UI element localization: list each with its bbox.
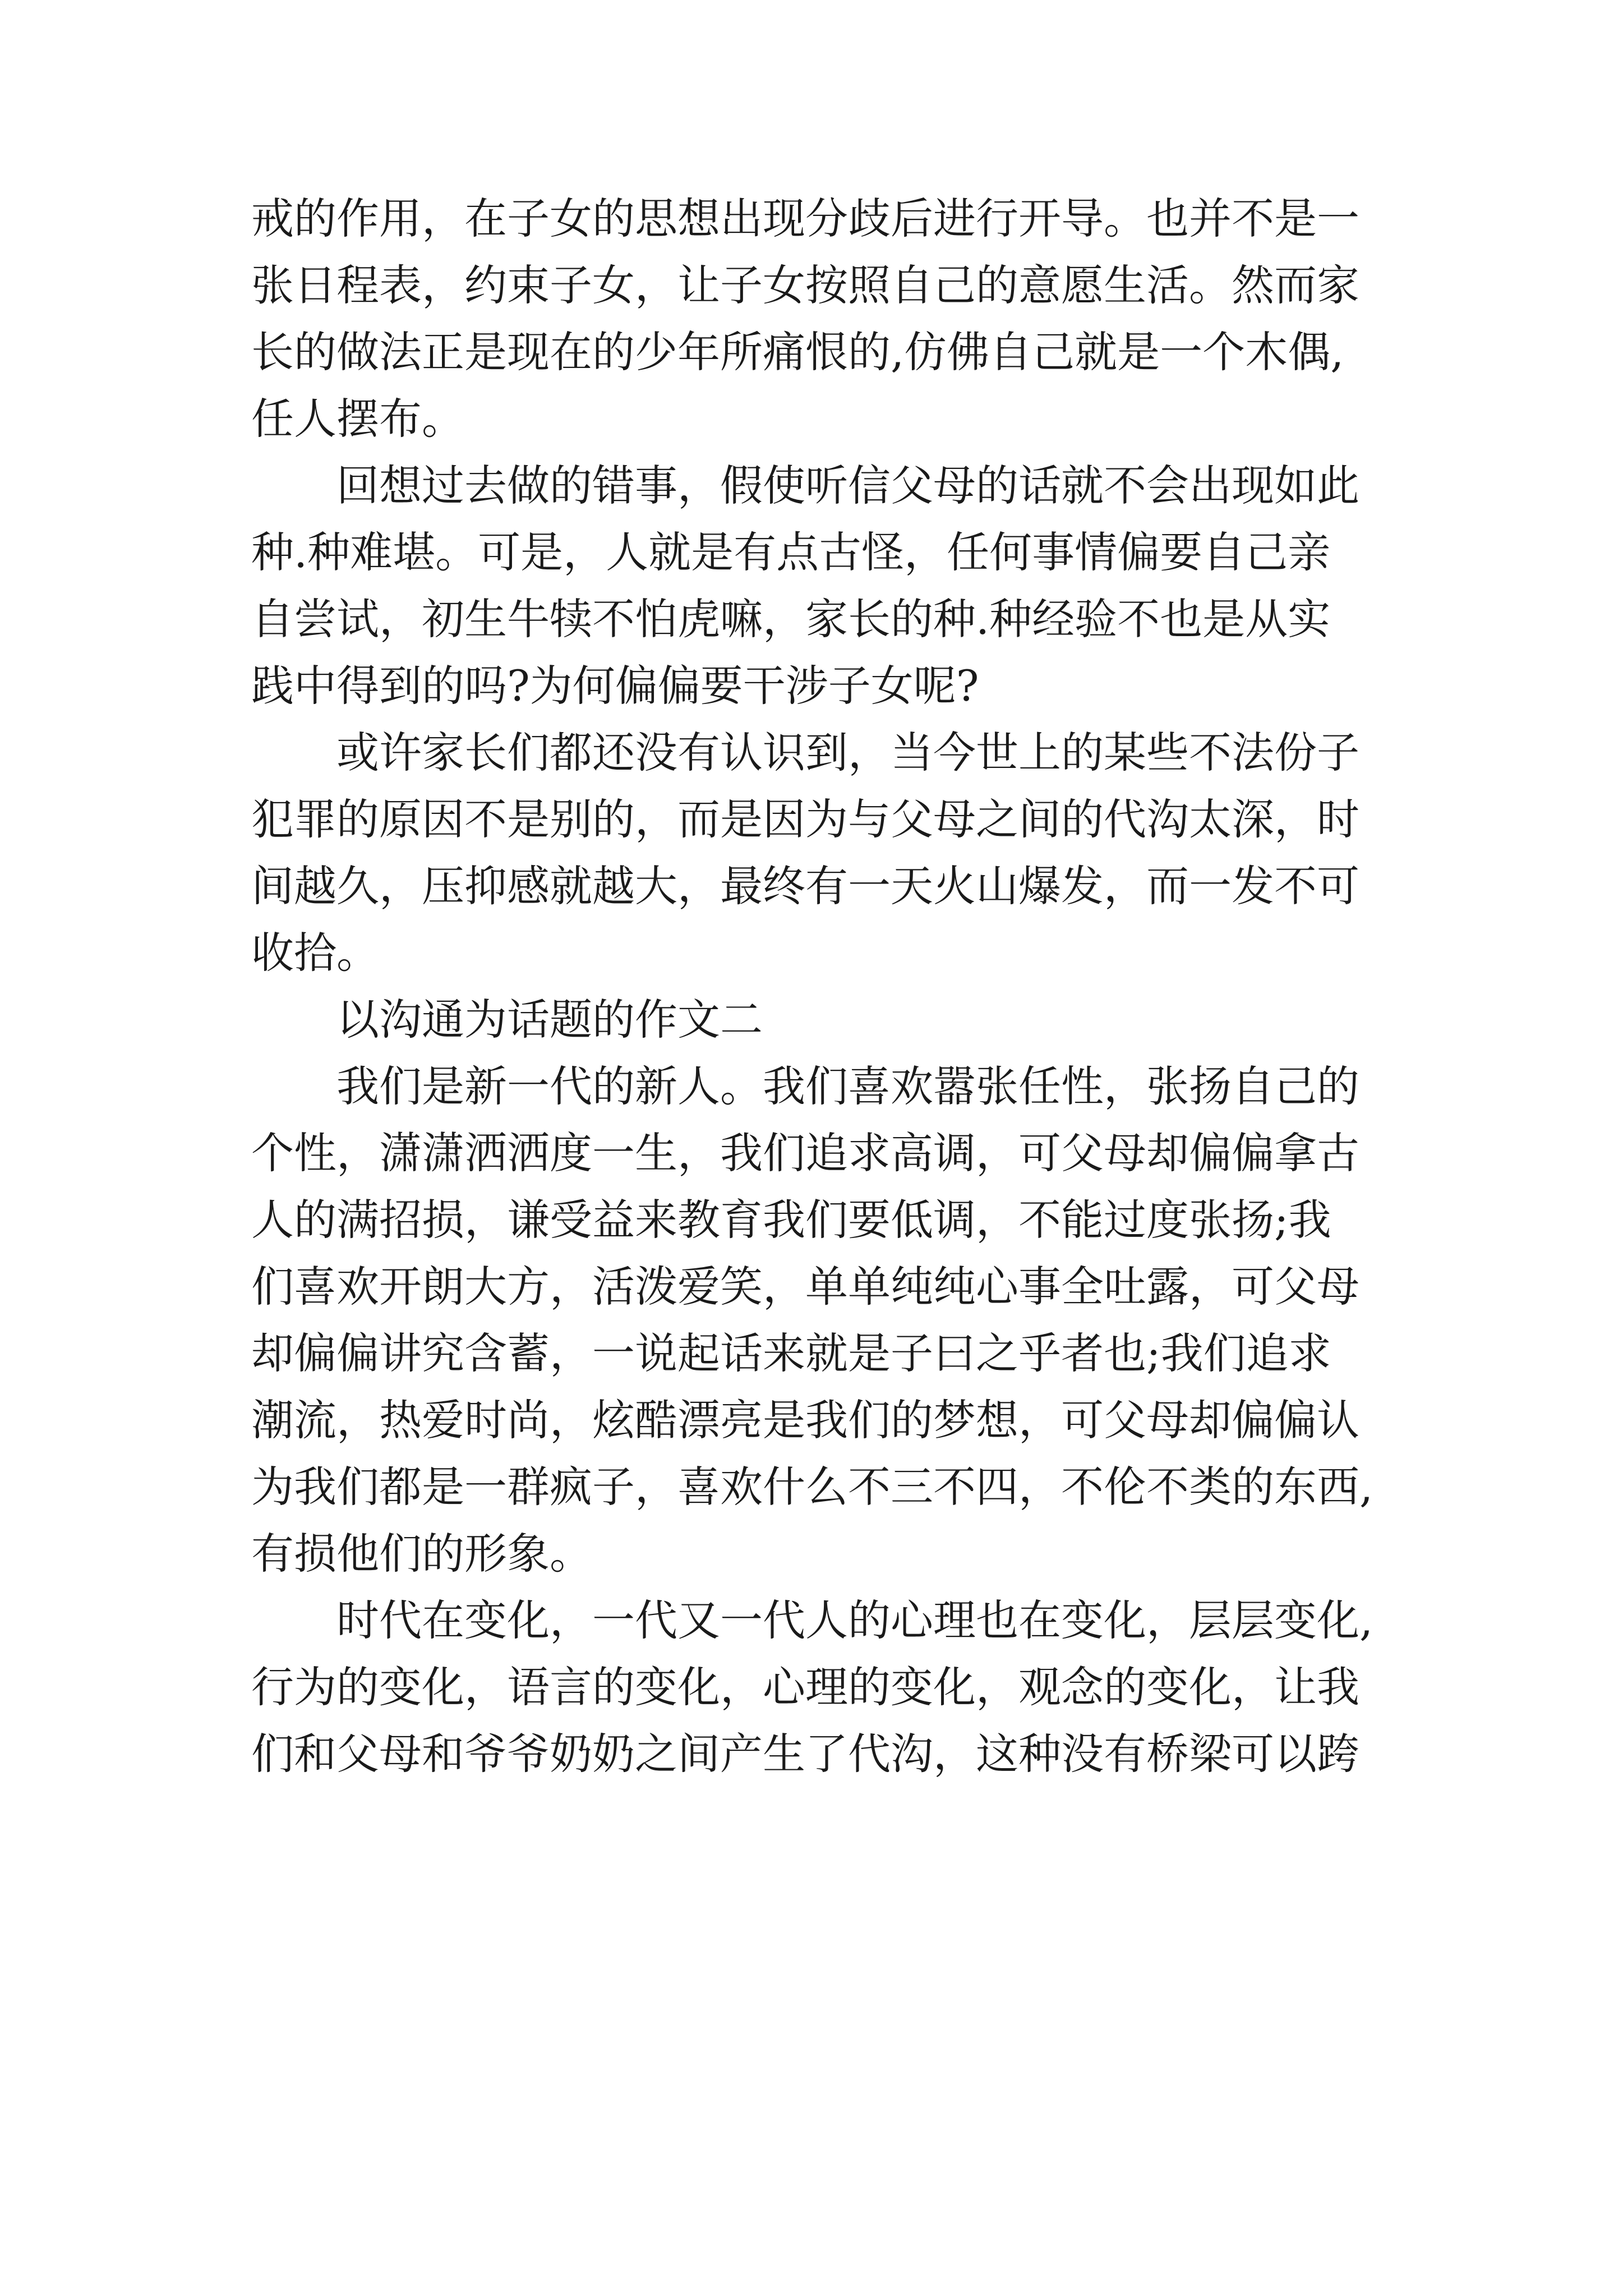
text-line: 人的满招损，谦受益来教育我们要低调，不能过度张扬;我 bbox=[251, 1195, 1331, 1245]
text-line: 有损他们的形象。 bbox=[251, 1529, 592, 1579]
text-line: 践中得到的吗?为何偏偏要干涉子女呢? bbox=[251, 661, 979, 711]
text-line: 犯罪的原因不是别的，而是因为与父母之间的代沟太深，时 bbox=[251, 794, 1359, 844]
text-line: 戒的作用，在子女的思想出现分歧后进行开导。也并不是一 bbox=[251, 194, 1359, 243]
text-line: 种.种难堪。可是，人就是有点古怪，任何事情偏要自己亲 bbox=[251, 527, 1331, 577]
text-line: 行为的变化，语言的变化，心理的变化，观念的变化，让我 bbox=[251, 1662, 1359, 1712]
text-line: 或许家长们都还没有认识到，当今世上的某些不法份子 bbox=[336, 728, 1359, 777]
text-line: 自尝试，初生牛犊不怕虎嘛，家长的种.种经验不也是从实 bbox=[251, 594, 1331, 644]
text-line: 任人摆布。 bbox=[251, 394, 464, 444]
text-line: 回想过去做的错事，假使听信父母的话就不会出现如此 bbox=[336, 461, 1359, 510]
text-line: 们喜欢开朗大方，活泼爱笑，单单纯纯心事全吐露，可父母 bbox=[251, 1262, 1359, 1312]
text-line: 个性，潇潇洒洒度一生，我们追求高调，可父母却偏偏拿古 bbox=[251, 1128, 1359, 1178]
text-line: 时代在变化，一代又一代人的心理也在变化，层层变化, bbox=[336, 1595, 1373, 1645]
text-line: 潮流，热爱时尚，炫酷漂亮是我们的梦想，可父母却偏偏认 bbox=[251, 1395, 1359, 1445]
text-line: 长的做法正是现在的少年所痛恨的,仿佛自己就是一个木偶, bbox=[251, 327, 1344, 377]
text-line: 收拾。 bbox=[251, 928, 379, 978]
text-line: 我们是新一代的新人。我们喜欢嚣张任性，张扬自己的 bbox=[336, 1061, 1359, 1111]
text-line: 却偏偏讲究含蓄，一说起话来就是子曰之乎者也;我们追求 bbox=[251, 1328, 1331, 1378]
text-line: 为我们都是一群疯子，喜欢什么不三不四，不伦不类的东西, bbox=[251, 1462, 1373, 1512]
text-line: 间越久，压抑感就越大，最终有一天火山爆发，而一发不可 bbox=[251, 861, 1359, 911]
text-line: 以沟通为话题的作文二 bbox=[336, 995, 763, 1045]
text-line: 张日程表，约束子女，让子女按照自己的意愿生活。然而家 bbox=[251, 260, 1359, 310]
document-body bbox=[251, 185, 1440, 1787]
text-line: 们和父母和爷爷奶奶之间产生了代沟，这种没有桥梁可以跨 bbox=[251, 1729, 1359, 1779]
